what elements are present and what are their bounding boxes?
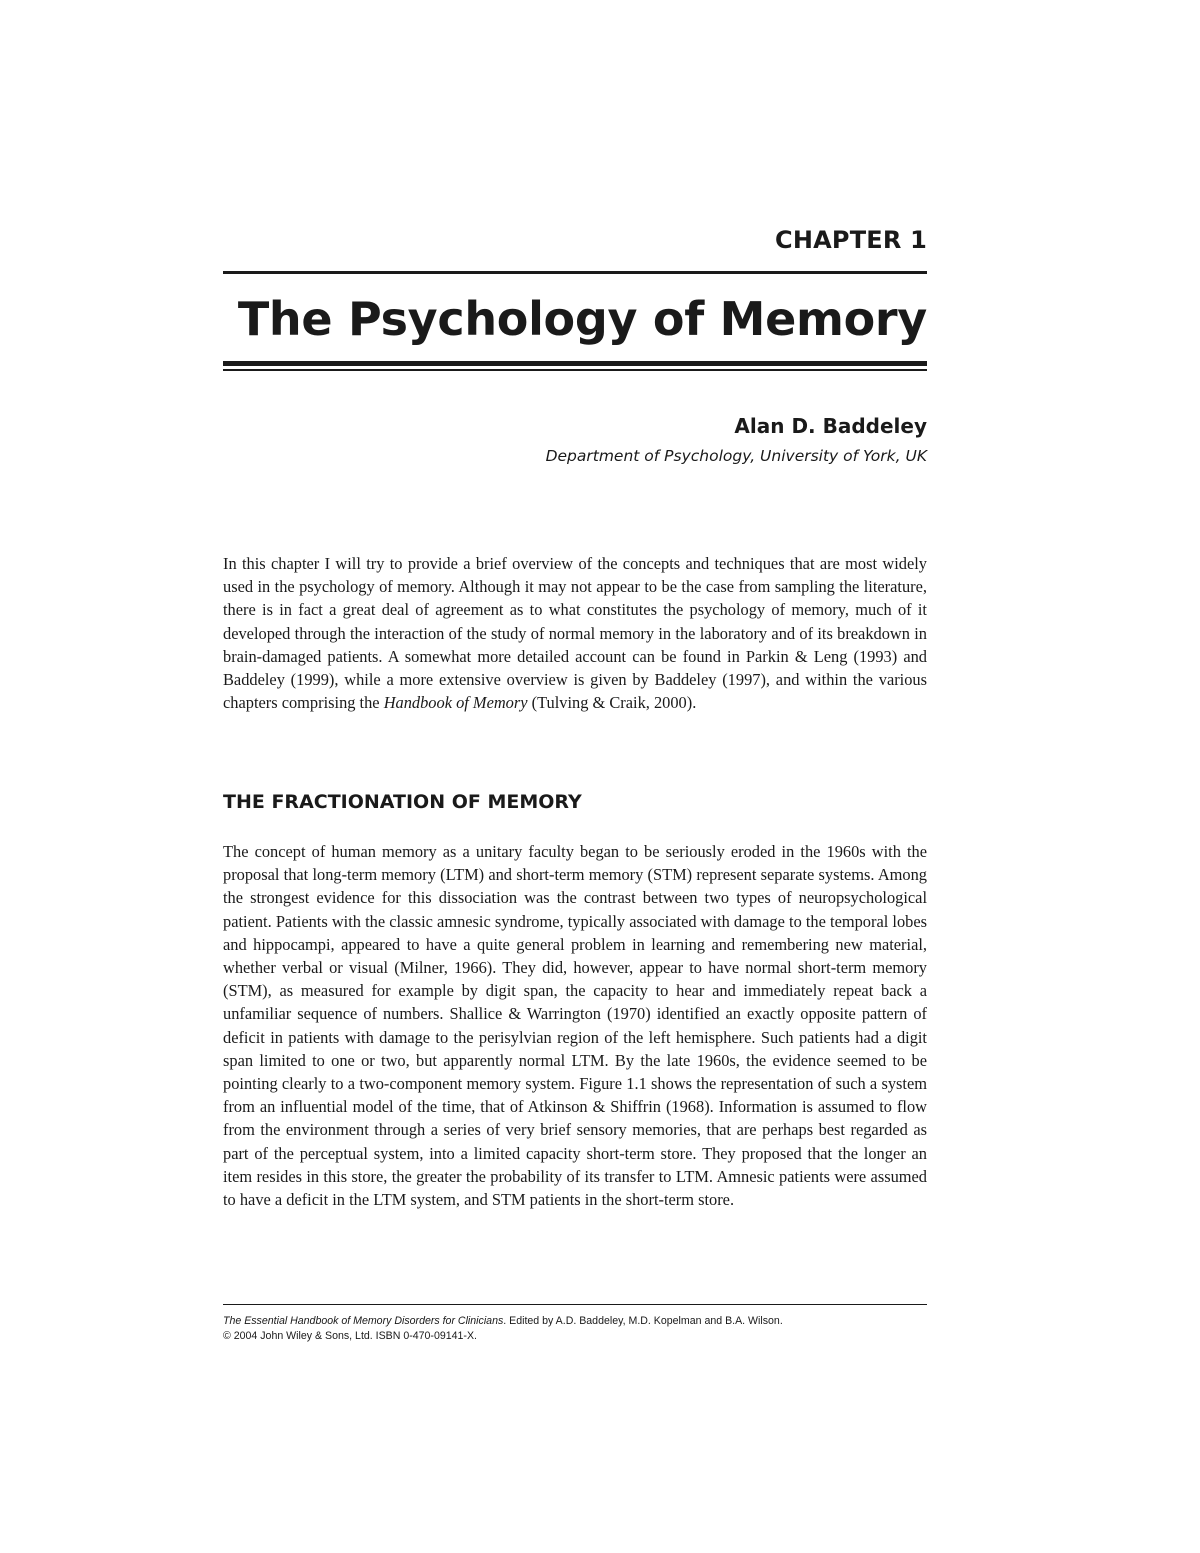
section-heading: THE FRACTIONATION OF MEMORY: [223, 791, 582, 813]
intro-text-before: In this chapter I will try to provide a brief overview of the concepts and techniques that are most widely used in the psychology of memory. Although it may not appear to be the case from sampling the literature, there is in fact a great deal of agreement as to what constitutes the psychology of memory, much of it developed through the interaction of the study of normal memory in the laboratory and of its breakdown in brain-damaged patients. A somewhat more detailed account can be found in Parkin & Leng (1993) and Baddeley (1999), while a more extensive overview is given by Baddeley (1997), and within the various chapters comprising the: [223, 554, 927, 713]
section-paragraph: The concept of human memory as a unitary faculty began to be seriously eroded in the 1960s with the proposal that long-term memory (LTM) and short-term memory (STM) represent separate systems. Among the strongest evidence for this dissociation was the contrast between two types of neuropsychological patient. Patients with the classic amnesic syndrome, typically associated with damage to the temporal lobes and hippocampi, appeared to have a quite general problem in learning and remembering new material, whether verbal or visual (Milner, 1966). They did, however, appear to have normal short-term memory (STM), as measured for example by digit span, the capacity to hear and immediately repeat back a unfamiliar sequence of numbers. Shallice & Warrington (1970) identified an exactly opposite pattern of deficit in patients with damage to the perisylvian region of the left hemisphere. Such patients had a digit span limited to one or two, but apparently normal LTM. By the late 1960s, the evidence seemed to be pointing clearly to a two-component memory system. Figure 1.1 shows the representation of such a system from an influential model of the time, that of Atkinson & Shiffrin (1968). Information is assumed to flow from the environment through a series of very brief sensory memories, that are perhaps best regarded as part of the perceptual system, into a limited capacity short-term store. They proposed that the longer an item resides in this store, the greater the probability of its transfer to LTM. Amnesic patients were assumed to have a deficit in the LTM system, and STM patients in the short-term store.: [223, 842, 927, 1210]
footnote-copyright: © 2004 John Wiley & Sons, Ltd. ISBN 0-470-09141-X.: [223, 1330, 477, 1342]
footnote-line-1: [223, 1314, 927, 1329]
title-rule-thin: [223, 369, 927, 371]
chapter-label: CHAPTER 1: [775, 226, 927, 254]
author-name: Alan D. Baddeley: [734, 414, 927, 438]
chapter-rule-top: [223, 271, 927, 274]
footnote-editors: . Edited by A.D. Baddeley, M.D. Kopelman and B.A. Wilson.: [503, 1315, 783, 1327]
title-rule-thick: [223, 361, 927, 366]
footnote-rule: [223, 1304, 927, 1305]
intro-italic-title: Handbook of Memory: [383, 693, 528, 713]
intro-paragraph: [223, 552, 927, 714]
intro-text-after: (Tulving & Craik, 2000).: [527, 693, 697, 713]
footnote-book-title: The Essential Handbook of Memory Disorders for Clinicians: [223, 1315, 504, 1327]
author-affiliation: Department of Psychology, University of York, UK: [545, 447, 927, 465]
chapter-title: The Psychology of Memory: [237, 292, 927, 346]
footnote: [223, 1314, 927, 1344]
